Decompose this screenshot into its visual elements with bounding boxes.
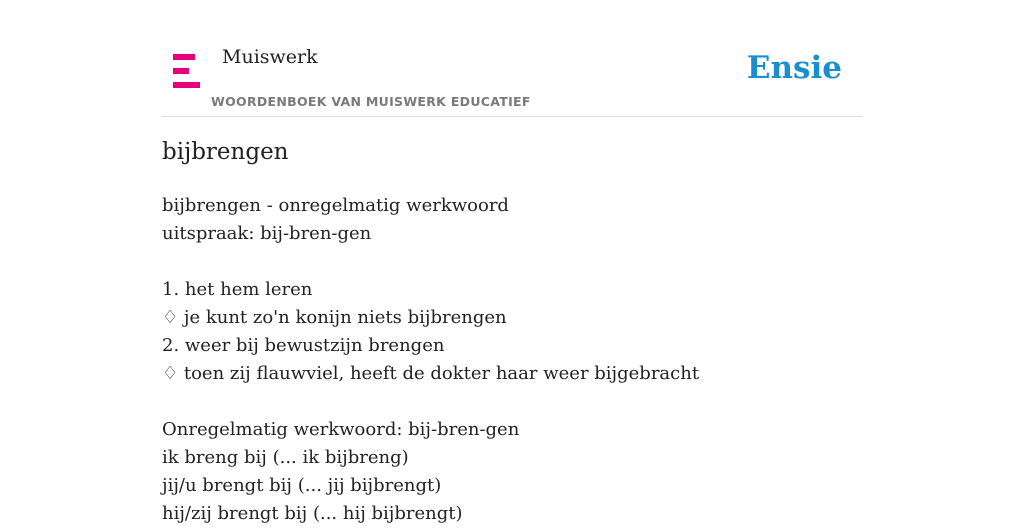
entry-example-1: ♢ je kunt zo'n konijn niets bijbrengen	[162, 307, 507, 328]
entry-meaning-2: 2. weer bij bewustzijn brengen	[162, 335, 445, 356]
entry-definition	[162, 192, 862, 528]
entry-spacer	[162, 388, 862, 416]
conjugation-row: hij/zij brengt bij (... hij bijbrengt)	[162, 503, 463, 524]
logo-bar-top	[173, 54, 195, 60]
conjugation-row: ik breng bij (... ik bijbreng)	[162, 447, 409, 468]
entry-word-class: bijbrengen - onregelmatig werkwoord	[162, 195, 509, 216]
brand-name[interactable]: Muiswerk	[222, 46, 318, 68]
logo-bar-bottom	[173, 82, 200, 88]
logo-bar-middle	[173, 68, 189, 74]
entry-pronunciation: uitspraak: bij-bren-gen	[162, 223, 372, 244]
muiswerk-logo-icon[interactable]	[173, 54, 200, 88]
entry-spacer	[162, 248, 862, 276]
conjugation-row: jij/u brengt bij (... jij bijbrengt)	[162, 475, 442, 496]
entry-meaning-1: 1. het hem leren	[162, 279, 313, 300]
page-title: bijbrengen	[162, 139, 289, 165]
conjugation-heading: Onregelmatig werkwoord: bij-bren-gen	[162, 419, 520, 440]
site-header	[162, 0, 862, 117]
entry-example-2: ♢ toen zij flauwviel, heeft de dokter haar weer bijgebracht	[162, 363, 700, 384]
ensie-logo-link[interactable]: Ensie	[746, 50, 842, 86]
brand-subtitle: WOORDENBOEK VAN MUISWERK EDUCATIEF	[211, 94, 531, 109]
